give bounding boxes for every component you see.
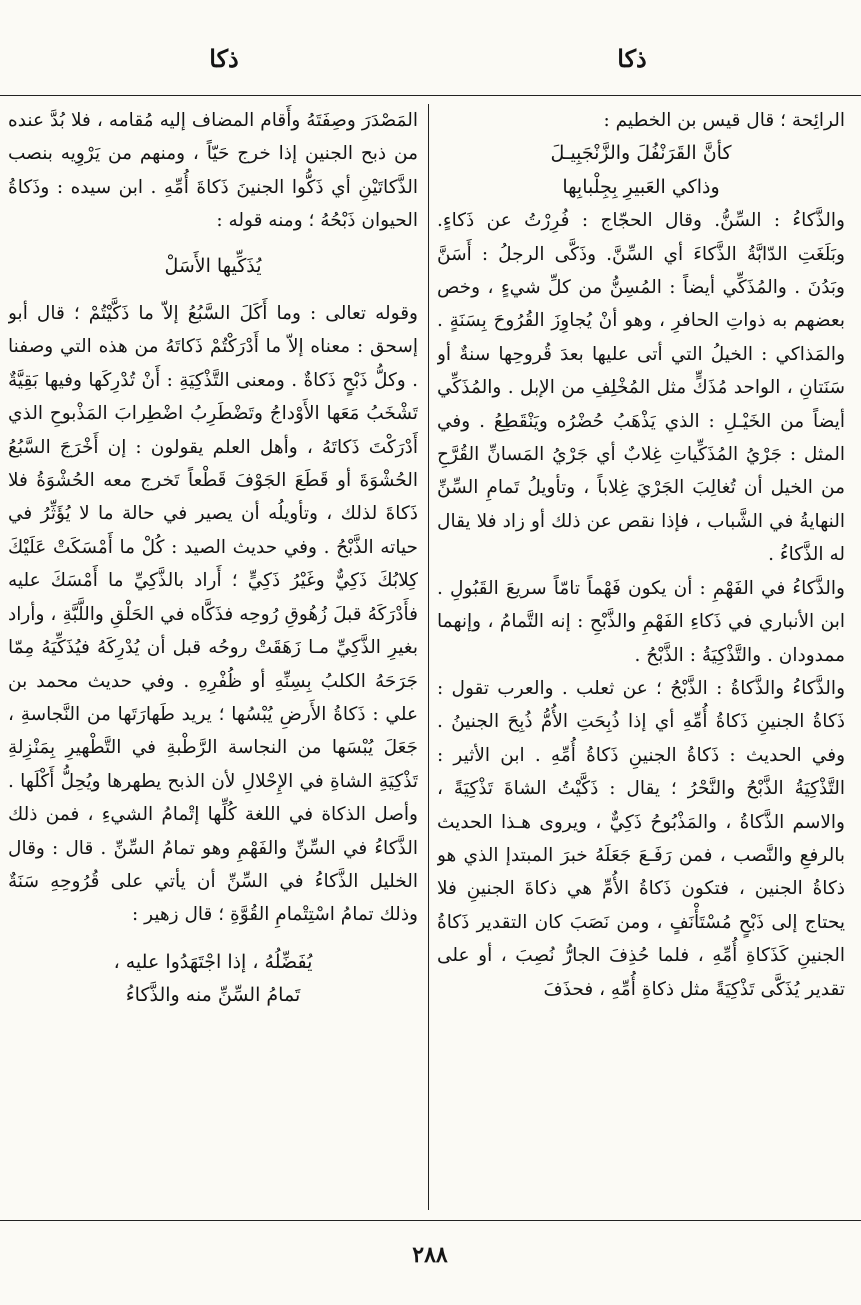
page-number: ٢٨٨ [412, 1242, 448, 1268]
poem-verse-second-hemistich: وذاكي العَبيرِ بِجِلْبابِها [562, 175, 720, 198]
right-column [437, 104, 845, 1210]
zuhayr-verse-first-hemistich: يُفَضِّلُهُ ، إذا اجْتَهَدُوا عليه ، [113, 950, 313, 973]
quoted-verse-short: يُذَكِّيها الأَسَلْ [164, 254, 262, 277]
column-divider [428, 104, 429, 1210]
footer-rule [0, 1220, 861, 1221]
entry-paragraph-slaughter: والذَّكاءُ والذَّكاةُ : الذَّبْحُ ؛ عن ثعلب . والعرب تقول : ذَكاةُ الجنينِ ذَكاةُ أُمِّهِ أي إذا ذُبِحَتِ الأُمُّ ذُبِحَ الجنينُ . وفي الحديث : ذَكاةُ الجنينِ ذَكاةُ أُمِّهِ . ابن الأثير : التَّذْكِيَةُ الذَّبْحُ والنَّحْرُ ؛ يقال : ذَكَّيْتُ الشاةَ تَذْكِيَةً ، والاسم الذَّكاةُ ، والمَذْبُوحُ ذَكِيٌّ ، ويروى هـذا الحديث بالرفعِ والنَّصب ، فمن رَفَـعَ جَعَلَهُ خبرَ المبتدإ الذي هو ذكاةُ الجنين ، فتكون ذَكاةُ الأُمِّ هي ذكاةَ الجنينِ فلا يحتاج إلى ذَبْحٍ مُسْتَأْنَفٍ ، ومن نَصَبَ كان التقدير ذَكاةُ الجنينِ كَذَكاةِ أُمِّهِ ، فلما حُذِفَ الجارُّ نُصِبَ ، أو على تقدير يُذَكَّى تَذْكِيَةً مثل ذكاةِ أُمِّهِ ، فحذَفَ [437, 677, 845, 1000]
left-column [8, 104, 418, 1210]
entry-paragraph-age: والذَّكاءُ : السِّنُّ. وقال الحجّاج : فُرِرْتُ عن ذَكاءٍ. وبَلَغَتِ الدّابَّةُ الذَّكاءَ أي السِّنَّ. وذَكَّى الرجلُ : أَسَنَّ وبَدُنَ . والمُذَكِّي أيضاً : المُسِنُّ من كلِّ شيءٍ ، وخص بعضهم به ذواتِ الحافرِ ، وهو أنْ يُجاوِزَ القُرُوحَ بِسَنَةٍ . والمَذاكي : الخيلُ التي أتى عليها بعدَ قُروحِها سنةٌ أو سَنَتانِ ، الواحد مُذَكٍّ مثل المُخْلِفِ من الإبل . والمُذَكِّي أيضاً من الخَيْـلِ : الذي يَذْهَبُ حُضْرُه ويَنْقَطِعُ . وفي المثل : جَرْيُ المُذَكِّياتِ غِلابٌ أي جَرْيُ المَسانِّ القُرَّحِ من الخيل أن تُغالِبَ الجَرْيَ غِلاباً ، وتأويلُ تَمامِ السِّنِّ النهايةُ في الشَّباب ، فإذا نقص عن ذلك أو زاد فلا يقال له الذَّكاءُ . [437, 210, 845, 566]
entry-paragraph-continuation: المَصْدَرَ وصِفَتَهُ وأَقام المضاف إليه مُقامه ، فلا بُدَّ عنده من ذبح الجنين إذا خرج حَيّاً ، ومنهم من يَرْوِيه بنصب الذَّكاتَيْنِ أي ذَكُّوا الجنينَ ذَكاةَ أُمِّهِ . ابن سيده : وذَكاةُ الحيوان ذَبْحُهُ ؛ ومنه قوله : [8, 110, 418, 232]
entry-paragraph-intellect: والذَّكاءُ في الفَهْمِ : أن يكون فَهْماً تامّاً سريعَ القَبُولِ . ابن الأنباري في ذَكاءِ الفَهْمِ والذَّبْحِ : إنه التَّمامُ ، وإنهما ممدودان . والتَّذْكِيَةُ : الذَّبْحُ . [437, 577, 845, 666]
running-header-right: ذكا [617, 44, 647, 73]
intro-line: الرائِحة ؛ قال قيس بن الخطيم : [603, 110, 845, 131]
zuhayr-verse-second-hemistich: تَمامُ السِّنِّ منه والذَّكاءُ [125, 984, 301, 1007]
header-rule [0, 95, 861, 96]
poem-verse-first-hemistich: كأنَّ القَرَنْفُلَ والزَّنْجَبِيـلَ [550, 142, 732, 165]
running-header-left: ذكا [209, 44, 239, 73]
entry-paragraph-quran: وقوله تعالى : وما أَكَلَ السَّبُعُ إلاّ ما ذَكَّيْتُمْ ؛ قال أبو إسحق : معناه إلاّ ما أَدْرَكْتُمْ ذَكاتَهُ من هذه التي وصفنا . وكلُّ ذَبْحٍ ذَكاةٌ . ومعنى التَّذْكِيَةِ : أَنْ تُدْرِكَها وفيها بَقِيَّةٌ تَشْخَبُ مَعَها الأَوْداجُ وتَضْطَرِبُ اضْطِرابَ المَذْبوحِ الذي أَدْرَكْتَ ذَكاتَهُ ، وأهل العلم يقولون : إن أَخْرَجَ السَّبُعُ الحُشْوَةَ أو قَطَعَ الجَوْفَ قَطْعاً تَخرج معه الحُشْوَةُ فلا ذَكاةَ لذلك ، وتأويلُه أن يصير في حالة ما لا يُؤَثِّرُ في حياته الذَّبْحُ . وفي حديث الصيد : كُلْ ما أَمْسَكَتْ عَلَيْكَ كِلابُكَ ذَكِيٌّ وغَيْرُ ذَكِيٍّ ؛ أَراد بالذَّكِيِّ ما أَمْسَكَ عليه فأَدْرَكَهُ قبلَ زُهُوقِ رُوحِه فذَكَّاه في الحَلْقِ واللَّبَّةِ ، وأراد بغيرِ الذَّكِيِّ مـا زَهَقَتْ روحُه قبل أن يُدْرِكَهُ فيُذَكِّيَهُ مِمّا جَرَحَهُ الكلبُ بِسِنِّهِ أو ظُفْرِهِ . وفي حديث محمد بن علي : ذَكاةُ الأَرضِ يُبْسُها ؛ يريد طَهارَتَها من النَّجاسةِ ، جَعَلَ يُبْسَها من النجاسة الرَّطْبةِ في التَّطْهيرِ بِمَنْزِلةِ تَذْكِيَةِ الشاةِ في الإِحْلالِ لأن الذبح يطهرها ويُحِلُّ أَكْلَها . وأصل الذكاة في اللغة كُلِّها إتْمامُ الشيءِ ، فمن ذلك الذَّكاءُ في السِّنِّ والفَهْمِ وهو تمامُ السِّنِّ . قال : وقال الخليل الذَّكاءُ في السِّنِّ أن يأتي على قُرُوحِهِ سَنَةٌ وذلك تمامُ اسْتِتْمامِ القُوَّةِ ؛ قال زهير : [8, 303, 418, 926]
